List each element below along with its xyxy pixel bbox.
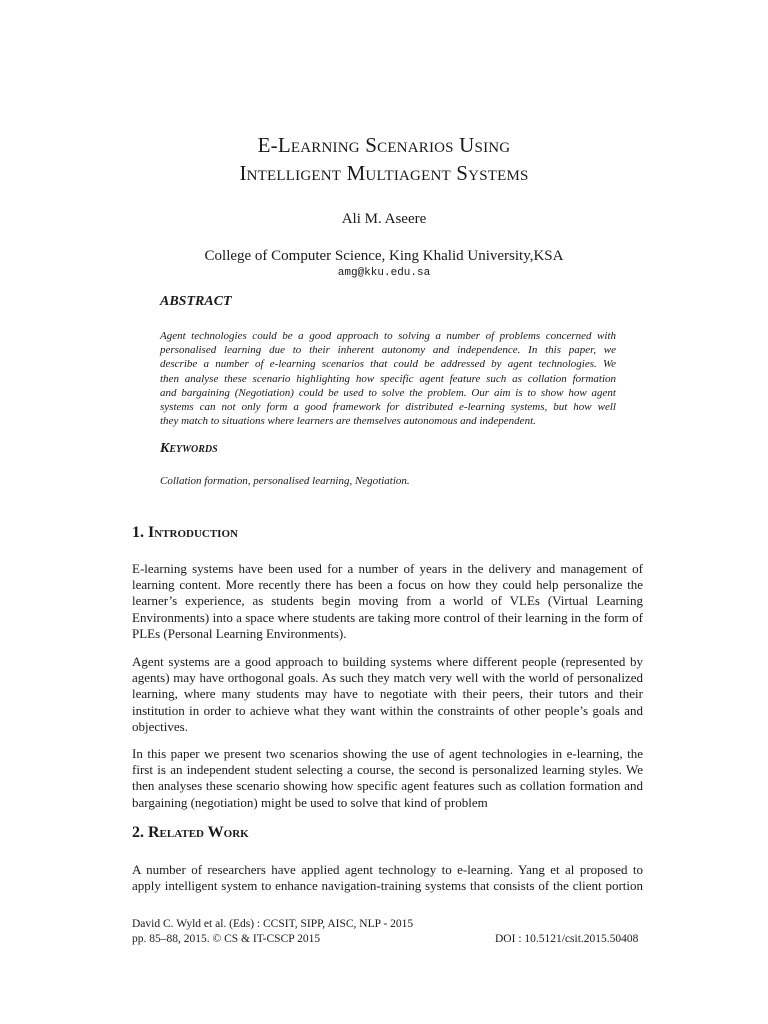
footer-pages: pp. 85–88, 2015. © CS & IT-CSCP 2015 [132,933,321,945]
text-line: institution in order to achieve what they want within the constraints of other people’s goals and [132,702,643,718]
paper-title-line-1: E-Learning Scenarios Using [257,133,511,157]
author-email: amg@kku.edu.sa [337,267,431,279]
author-affiliation: College of Computer Science, King Khalid University,KSA [204,248,564,264]
text-line: objectives. [132,718,188,734]
paragraph [132,654,643,735]
text-line: E-learning systems have been used for a number of years in the delivery and management of [132,561,643,576]
text-line: agents) may have orthogonal goals. As such they match very well with the world of personalized [132,670,643,686]
abstract-body [160,329,616,428]
abstract-line: Agent technologies could be a good approach to solving a number of problems concerned with [160,330,616,342]
footer-citation [132,917,413,947]
footer-editors: David C. Wyld et al. (Eds) : CCSIT, SIPP, AISC, NLP - 2015 [132,918,414,930]
text-line: PLEs (Personal Learning Environments). [132,625,347,641]
paragraph [132,746,643,811]
paper-title-line-2: Intelligent Multiagent Systems [239,161,529,185]
text-line: learning, where many students may have to negotiate with their peers, their tutors and their [132,686,643,702]
abstract-line: describe a number of e-learning scenarios that could be addressed by agent technologies. We [160,358,616,371]
text-line: apply intelligent system to enhance navigation-training systems that consists of the client portion [132,878,643,894]
text-line: In this paper we present two scenarios showing the use of agent technologies in e-learning, the [132,746,643,761]
text-line: then analyses these scenario showing how specific agent features such as collation formation and [132,778,643,794]
abstract-line: and bargaining (Negotiation) could be used to solve the problem. Our aim is to show how agent [160,386,616,399]
abstract-line: systems can not only form a good framework for distributed e-learning systems, but how well [160,401,616,414]
paragraph [132,862,643,894]
section-heading-introduction: 1. Introduction [132,524,238,541]
text-line: learner’s experience, as students begin moving from a world of VLEs (Virtual Learning [132,593,643,609]
abstract-line: personalised learning due to their inherent autonomy and independence. In this paper, we [160,344,616,357]
text-line: Agent systems are a good approach to building systems where different people (represented by [132,654,643,669]
abstract-line: they match to situations where learners are themselves autonomous and independent. [160,415,536,428]
author-name: Ali M. Aseere [341,211,427,227]
text-line: bargaining (negotiation) might be used to solve that kind of problem [132,794,488,810]
section-heading-related-work: 2. Related Work [132,824,249,841]
text-line: first is an independent student selecting a course, the second is personalized learning styles. We [132,762,643,778]
footer-doi: DOI : 10.5121/csit.2015.50408 [495,933,639,945]
text-line: learning content. More recently there has been a focus on how they could help personalize the [132,577,643,593]
paragraph [132,561,643,642]
abstract-heading: ABSTRACT [160,294,232,309]
keywords-heading: Keywords [160,441,218,456]
abstract-line: then analyse these scenario highlighting how specific agent feature such as collation formation [160,372,616,385]
keywords-list: Collation formation, personalised learning, Negotiation. [160,475,410,487]
text-line: Environments) into a space where students are taking more control of their learning in the form of [132,609,643,625]
text-line: A number of researchers have applied agent technology to e-learning. Yang et al proposed to [132,862,643,877]
